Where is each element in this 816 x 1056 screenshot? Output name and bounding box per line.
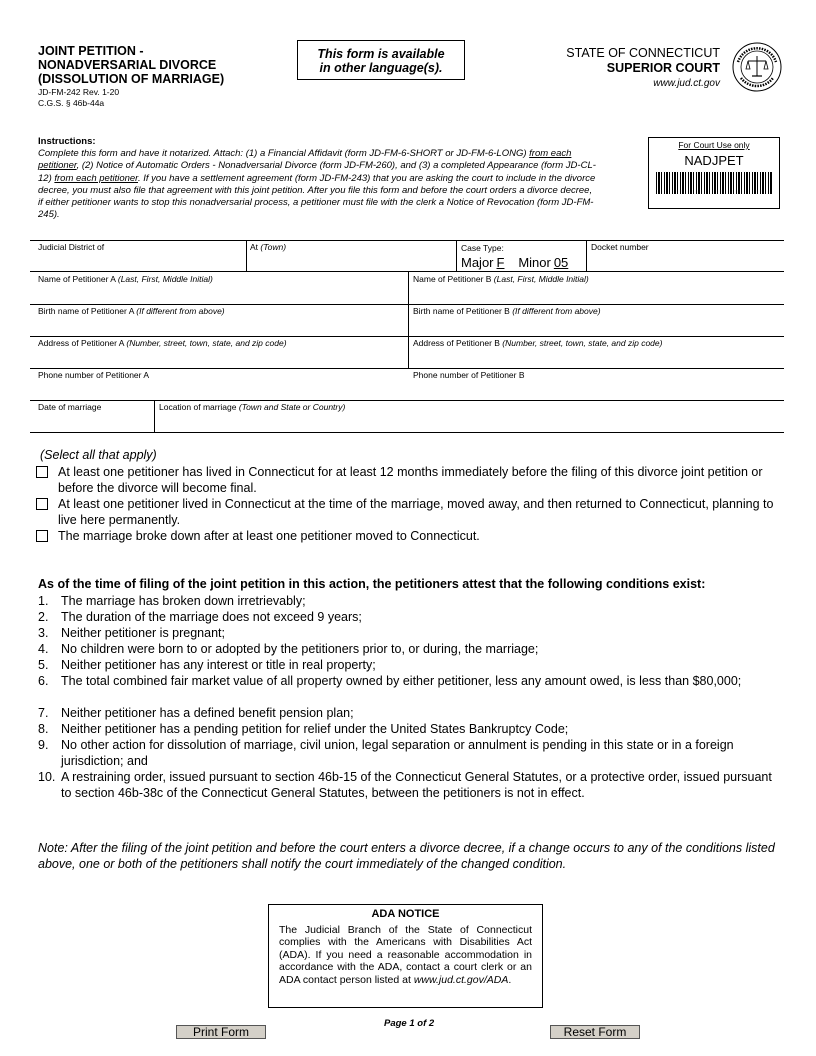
form-number: JD-FM-242 Rev. 1-20	[38, 87, 120, 97]
minor-value: 05	[553, 255, 569, 270]
condition-text: Neither petitioner has any interest or title in real property;	[61, 658, 376, 672]
condition-text: No children were born to or adopted by the petitioners prior to, or during, the marriage;	[61, 642, 539, 656]
field-hint: (If different from above)	[512, 306, 601, 316]
ada-notice-box	[268, 904, 543, 1008]
condition-item	[38, 641, 782, 657]
table-rule	[30, 336, 784, 337]
condition-item	[38, 721, 782, 737]
condition-item	[38, 609, 782, 625]
instructions-part: , (2) Notice of Automatic Orders - Nonadversarial Divorce (form JD-FM-260), and (3) a completed Appearance (form JD-CL-12)	[38, 160, 596, 184]
condition-item	[38, 625, 782, 641]
condition-text: The total combined fair market value of all property owned by either petitioner, less any amount owed, is less than $80,000;	[61, 674, 742, 688]
condition-item	[38, 593, 782, 609]
table-divider	[408, 271, 409, 368]
table-divider	[456, 240, 457, 271]
court-name: SUPERIOR COURT	[606, 61, 720, 75]
language-notice[interactable]	[297, 40, 465, 80]
petitioner-b-birth-name-field[interactable]	[413, 306, 601, 316]
minor-label: Minor	[518, 255, 551, 270]
condition-number: 5.	[38, 658, 49, 672]
table-rule	[30, 271, 784, 272]
instructions-part: Complete this form and have it notarized. Attach: (1) a Financial Affidavit (form JD-FM-6-SHORT or JD-FM-6-LONG)	[38, 148, 530, 159]
field-label: Phone number of Petitioner A	[38, 370, 150, 380]
field-hint: (Last, First, Middle Initial)	[493, 274, 589, 284]
table-rule	[30, 432, 784, 433]
field-label: Address of Petitioner A	[38, 338, 127, 348]
residency-checkbox[interactable]	[36, 466, 48, 478]
state-name: STATE OF CONNECTICUT	[566, 46, 720, 60]
language-notice-line: This form is available	[317, 47, 445, 61]
table-rule	[30, 368, 784, 369]
conditions-heading: As of the time of filing of the joint petition in this action, the petitioners attest that the following conditions exist:	[38, 577, 706, 591]
petitioner-a-phone-field[interactable]	[38, 370, 149, 380]
field-hint: (Number, street, town, state, and zip code)	[126, 338, 287, 348]
court-use-label: For Court Use only	[678, 140, 750, 150]
table-divider	[246, 240, 247, 271]
town-field[interactable]	[250, 242, 286, 252]
date-of-marriage-field[interactable]	[38, 402, 101, 412]
field-label: Location of marriage	[159, 402, 239, 412]
condition-text: The marriage has broken down irretrievably;	[61, 594, 306, 608]
page-number: Page 1 of 2	[384, 1018, 435, 1029]
ada-text: The Judicial Branch of the State of Connecticut complies with the Americans with Disabilities Act (ADA). If you need a reasonable accommodation in accordance with the ADA, contact a court clerk or an ADA contact person listed at	[279, 923, 532, 986]
field-label: Birth name of Petitioner A	[38, 306, 137, 316]
instructions-emphasis: from each petitioner	[38, 148, 572, 172]
field-label: Docket number	[591, 242, 649, 252]
instructions-text	[38, 148, 598, 222]
residency-option	[36, 496, 780, 528]
form-title	[38, 44, 224, 86]
docket-number-field[interactable]	[591, 242, 649, 252]
title-line: JOINT PETITION -	[38, 44, 144, 58]
court-use-box	[648, 137, 780, 209]
condition-text: Neither petitioner is pregnant;	[61, 626, 225, 640]
table-rule	[30, 304, 784, 305]
instructions-heading: Instructions:	[38, 136, 96, 147]
ada-heading: ADA NOTICE	[371, 908, 440, 920]
form-number-block	[38, 87, 119, 109]
ada-text: .	[508, 973, 512, 986]
judicial-seal-icon	[732, 42, 782, 92]
residency-checkbox[interactable]	[36, 530, 48, 542]
table-rule	[30, 240, 784, 241]
language-notice-line: in other language(s).	[319, 61, 443, 75]
petitioner-b-address-field[interactable]	[413, 338, 662, 348]
petitioner-a-address-field[interactable]	[38, 338, 287, 348]
title-line: NONADVERSARIAL DIVORCE	[38, 58, 217, 72]
instructions-part: . If you have a settlement agreement (form JD-FM-243) that you are asking the court to include in the divorce decree, you must also file that agreement with this joint petition. After you file this form and before the court orders a divorce decree, if either petitioner wants to stop this nonadversarial process, a petitioner must file with the clerk a Notice of Revocation (form JD-FM-245).	[38, 172, 596, 221]
condition-number: 8.	[38, 722, 49, 736]
condition-number: 6.	[38, 674, 49, 688]
field-label: At	[250, 242, 261, 252]
court-header	[566, 46, 720, 91]
major-label: Major	[461, 255, 494, 270]
condition-text: A restraining order, issued pursuant to section 46b-15 of the Connecticut General Statutes, or a protective order, issued pursuant to section 46b-38c of the Connecticut General Statutes, between the petitioners is not in effect.	[61, 770, 772, 800]
field-label: Name of Petitioner B	[413, 274, 494, 284]
condition-text: The duration of the marriage does not exceed 9 years;	[61, 610, 362, 624]
select-all-prompt: (Select all that apply)	[40, 448, 157, 462]
field-label: Name of Petitioner A	[38, 274, 118, 284]
condition-item	[38, 673, 782, 689]
field-hint: (Town and State or Country)	[238, 402, 346, 412]
location-of-marriage-field[interactable]	[159, 402, 345, 412]
field-label: Address of Petitioner B	[413, 338, 503, 348]
residency-option-text: At least one petitioner lived in Connecticut at the time of the marriage, moved away, and then returned to Connecticut, planning to live here permanently.	[58, 497, 774, 527]
condition-number: 2.	[38, 610, 49, 624]
condition-number: 7.	[38, 706, 49, 720]
petitioner-a-name-field[interactable]	[38, 274, 213, 284]
residency-checkbox[interactable]	[36, 498, 48, 510]
field-hint: (Town)	[260, 242, 287, 252]
table-divider	[154, 400, 155, 432]
condition-number: 4.	[38, 642, 49, 656]
condition-text: Neither petitioner has a pending petition for relief under the United States Bankruptcy Code;	[61, 722, 569, 736]
barcode	[656, 172, 772, 194]
petitioner-b-phone-field[interactable]	[413, 370, 525, 380]
field-label: Birth name of Petitioner B	[413, 306, 513, 316]
condition-text: Neither petitioner has a defined benefit pension plan;	[61, 706, 354, 720]
table-rule	[30, 400, 784, 401]
major-value: F	[496, 255, 505, 270]
court-website: www.jud.ct.gov	[653, 78, 720, 89]
condition-number: 3.	[38, 626, 49, 640]
residency-option-text: At least one petitioner has lived in Connecticut for at least 12 months immediately before the filing of this divorce joint petition or before the divorce will become final.	[58, 465, 763, 495]
instructions-emphasis: from each petitioner	[54, 172, 138, 184]
judicial-district-field[interactable]	[38, 242, 104, 252]
case-type-value	[461, 255, 571, 270]
condition-number: 9.	[38, 738, 49, 752]
condition-text: No other action for dissolution of marriage, civil union, legal separation or annulment is pending in this state or in a foreign jurisdiction; and	[61, 738, 734, 768]
condition-item	[38, 657, 782, 673]
residency-option	[36, 464, 780, 496]
field-label: Phone number of Petitioner B	[413, 370, 525, 380]
title-line: (DISSOLUTION OF MARRIAGE)	[38, 72, 225, 86]
petitioner-b-name-field[interactable]	[413, 274, 589, 284]
condition-number: 1.	[38, 594, 49, 608]
condition-item	[38, 769, 782, 801]
change-notice: Note: After the filing of the joint petition and before the court enters a divorce decree, if a change occurs to any of the conditions listed above, one or both of the petitioners shall notify the court immediately of the changed condition.	[38, 841, 775, 871]
condition-number: 10.	[38, 770, 56, 784]
condition-item	[38, 737, 782, 769]
field-label: Date of marriage	[38, 402, 102, 412]
print-form-button[interactable]: Print Form	[176, 1025, 266, 1039]
table-divider	[586, 240, 587, 271]
court-use-code: NADJPET	[684, 153, 744, 168]
field-label: Judicial District of	[38, 242, 105, 252]
statute: C.G.S. § 46b-44a	[38, 98, 105, 108]
petitioner-a-birth-name-field[interactable]	[38, 306, 225, 316]
case-type-label: Case Type:	[461, 243, 504, 253]
field-hint: (Number, street, town, state, and zip code)	[502, 338, 663, 348]
field-hint: (Last, First, Middle Initial)	[117, 274, 213, 284]
reset-form-button[interactable]: Reset Form	[550, 1025, 640, 1039]
ada-body	[279, 924, 532, 987]
residency-option-text: The marriage broke down after at least one petitioner moved to Connecticut.	[58, 529, 480, 543]
residency-option	[36, 528, 780, 544]
field-hint: (If different from above)	[136, 306, 225, 316]
condition-item	[38, 705, 782, 721]
ada-link[interactable]: www.jud.ct.gov/ADA	[413, 973, 509, 986]
